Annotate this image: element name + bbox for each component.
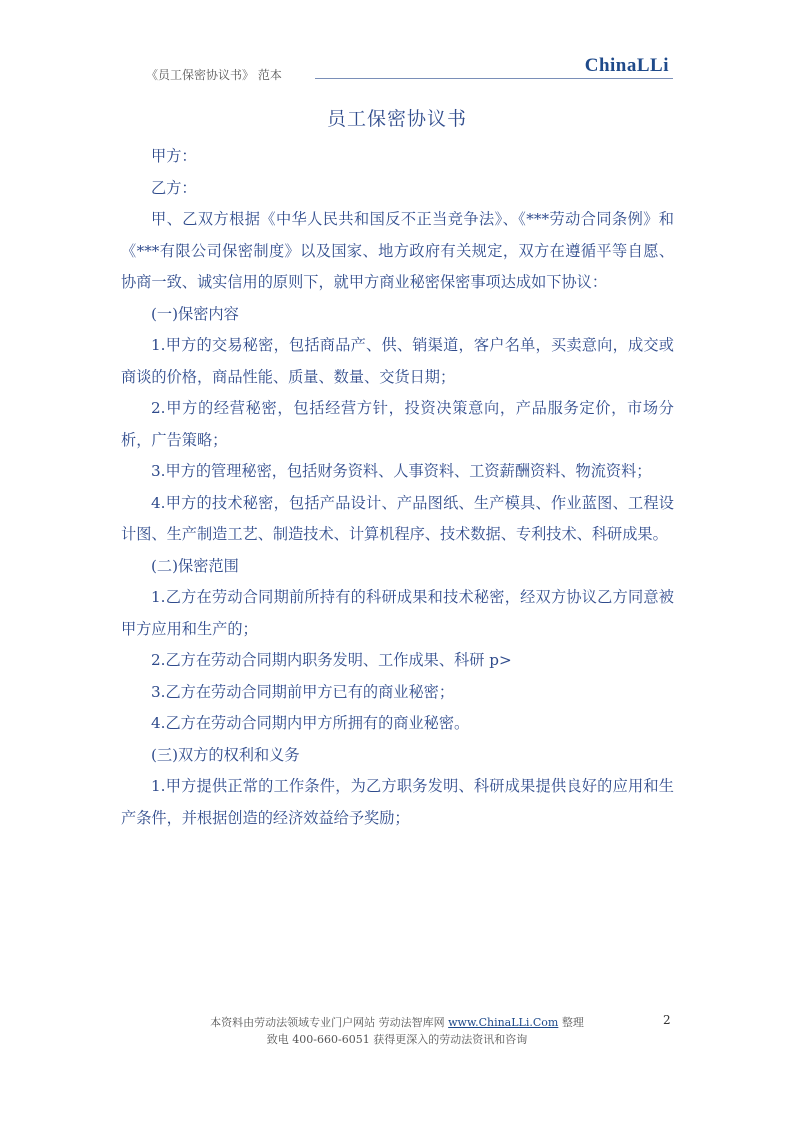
party-b-line: 乙方： — [151, 178, 197, 197]
clause-paragraph: 1.乙方在劳动合同期前所持有的科研成果和技术秘密，经双方协议乙方同意被甲方应用和生产的； — [121, 588, 674, 638]
clause-paragraph: 4.甲方的技术秘密，包括产品设计、产品图纸、生产模具、作业蓝图、工程设计图、生产制造工艺、制造技术、计算机程序、技术数据、专利技术、科研成果。 — [121, 493, 674, 543]
footer-website-link[interactable]: www.ChinaLLi.Com — [448, 1016, 559, 1029]
section-heading: (一)保密内容 — [151, 304, 239, 323]
clause-paragraph: 1.甲方提供正常的工作条件，为乙方职务发明、科研成果提供良好的应用和生产条件，并根据创造的经济效益给予奖励； — [121, 777, 674, 827]
page-number: 2 — [663, 1013, 671, 1027]
clause-paragraph: 4.乙方在劳动合同期内甲方所拥有的商业秘密。 — [151, 714, 470, 732]
clause-paragraph: 1.甲方的交易秘密，包括商品产、供、销渠道，客户名单，买卖意向，成交或商谈的价格，商品性能、质量、数量、交货日期； — [121, 336, 674, 386]
footer-prefix: 本资料由劳动法领域专业门户网站 劳动法智库网 — [210, 1016, 449, 1029]
footer-suffix: 整理 — [558, 1016, 584, 1029]
header-rule — [315, 78, 673, 79]
chinalli-logo: ChinaLLi — [584, 55, 669, 76]
document-body — [121, 141, 674, 834]
clause-paragraph: 3.乙方在劳动合同期前甲方已有的商业秘密； — [151, 682, 455, 701]
footer-contact-line: 致电 400-660-6051 获得更深入的劳动法资讯和咨询 — [266, 1033, 528, 1046]
preamble-paragraph: 甲、乙双方根据《中华人民共和国反不正当竞争法》、《***劳动合同条例》和《***有限公司保密制度》以及国家、地方政府有关规定，双方在遵循平等自愿、协商一致、诚实信用的原则下，就甲方商业秘密保密事项达成如下协议： — [121, 210, 674, 291]
footer-source-line — [0, 1014, 794, 1030]
clause-paragraph: 2.乙方在劳动合同期内职务发明、工作成果、科研 p> — [151, 651, 512, 669]
section-heading: (二)保密范围 — [151, 556, 239, 575]
clause-paragraph: 2.甲方的经营秘密，包括经营方针，投资决策意向，产品服务定价，市场分析，广告策略； — [121, 399, 674, 449]
document-title: 员工保密协议书 — [326, 108, 467, 130]
party-a-line: 甲方： — [151, 147, 197, 165]
header-doc-label: 《员工保密协议书》 范本 — [146, 68, 282, 82]
section-heading: (三)双方的权利和义务 — [151, 745, 300, 764]
clause-paragraph: 3.甲方的管理秘密，包括财务资料、人事资料、工资薪酬资料、物流资料； — [151, 462, 652, 480]
